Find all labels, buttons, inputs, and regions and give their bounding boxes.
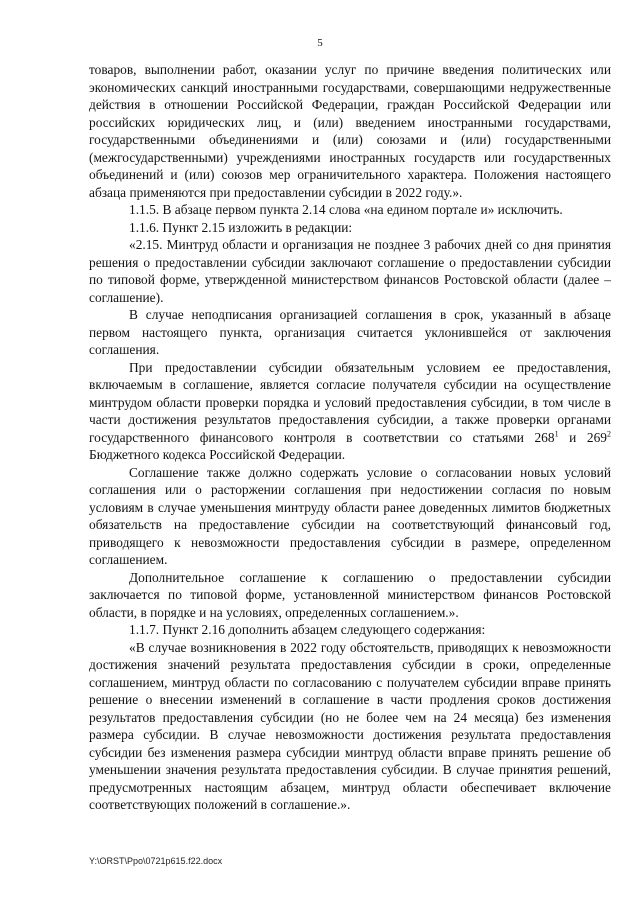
paragraph-non-signing: В случае неподписания организацией соглашения в срок, указанный в абзаце первом настоящего пункта, организация считается уклонившейся от заключения соглашения.: [89, 307, 611, 357]
paragraph-new-conditions: Соглашение также должно содержать условие о согласовании новых условий соглашения или о расторжении соглашения при недостижении согласия по новым условиям в случае уменьшения минтруду области ранее доведенных лимитов бюджетных обязательств на предоставление субсидии на соответствующий финансовый год, приводящего к невозможности предоставления субсидии в размере, определенном соглашением.: [89, 464, 611, 567]
paragraph-verification-text-after: Бюджетного кодекса Российской Федерации.: [89, 447, 346, 462]
superscript-2: 2: [607, 429, 611, 439]
paragraph-continuation: товаров, выполнении работ, оказании услуг по причине введения политических или экономических санкций иностранными государствами, совершающими недружественные действия в отношении Российской Федерации, граждан Российской Федерации или российских юридических лиц, и (или) введением иностранными государствами, государственными объединениями и (или) союзами и (или) государственными (межгосударственными) учреждениями иностранных государств или государственных объединений и (или) союзов мер ограничительного характера. Положения настоящего абзаца применяются при предоставлении субсидии в 2022 году.».: [89, 62, 611, 200]
paragraph-verification-text-mid: и 269: [558, 429, 607, 445]
superscript-1: 1: [554, 429, 559, 439]
paragraph-additional-agreement: Дополнительное соглашение к соглашению о предоставлении субсидии заключается по типовой форме, установленной министерством финансов Ростовской области, в порядке и на условиях, определенных соглашением.».: [89, 569, 611, 620]
paragraph-1-1-5: 1.1.5. В абзаце первом пункта 2.14 слова «на едином портале и» исключить.: [129, 202, 563, 217]
paragraph-verification-text-before: При предоставлении субсидии обязательным условием ее предоставления, включаемым в соглашение, является согласие получателя субсидии на осуществление минтрудом области проверки порядка и условий предоставления субсидии, в том числе в части достижения результатов предоставления субсидии, а также проверки органами государственного финансового контроля в соответствии со статьями 268: [89, 359, 611, 445]
document-body: [89, 61, 611, 814]
paragraph-2-15: «2.15. Минтруд области и организация не позднее 3 рабочих дней со дня принятия решения о предоставлении субсидии заключают соглашение о предоставлении субсидии по типовой форме, утвержденной министерством финансов Ростовской области (далее – соглашение).: [89, 237, 611, 305]
page-number: 5: [317, 37, 323, 49]
paragraph-1-1-6: 1.1.6. Пункт 2.15 изложить в редакции:: [129, 219, 353, 235]
paragraph-2022-circumstances: «В случае возникновения в 2022 году обстоятельств, приводящих к невозможности достижения значений результата предоставления субсидии в сроки, определенные соглашением, минтруд области по согласованию с получателем субсидии вправе принять решение о внесении изменений в соглашение в части продления сроков достижения результатов предоставления субсидии (но не более чем на 24 месяца) без изменения размера субсидии. В случае невозможности достижения результата предоставления субсидии без изменения размера субсидии минтруд области вправе принять решение об уменьшении значения результата предоставления субсидии. В случае принятия решений, предусмотренных настоящим абзацем, минтруд области обеспечивает включение соответствующих положений в соглашение.».: [89, 639, 611, 812]
footer-file-path: Y:\ORST\Ppo\0721p615.f22.docx: [89, 856, 223, 866]
paragraph-1-1-7: 1.1.7. Пункт 2.16 дополнить абзацем следующего содержания:: [129, 622, 486, 637]
paragraph-verification-condition: [89, 359, 611, 464]
